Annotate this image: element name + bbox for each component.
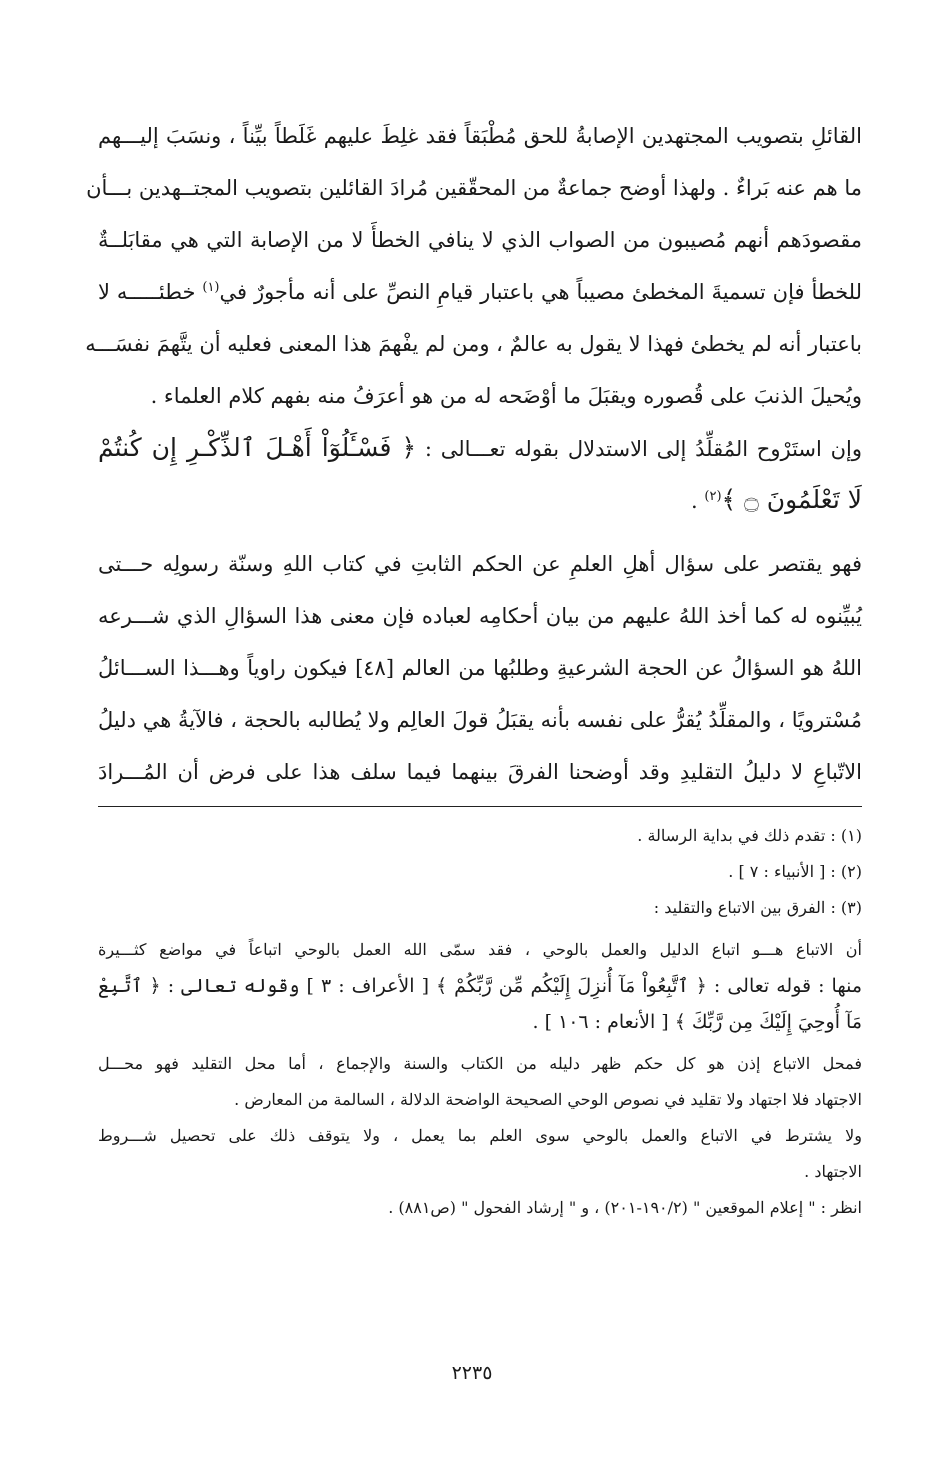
footnote-1: (١) : تقدم ذلك في بداية الرسالة . <box>637 826 862 845</box>
text-line: باعتبار أنه لم يخطئ فهذا لا يقول به عالمٌ ، ومن لم يفْهمَ هذا المعنى فعليه أن يتَّهمَ نفسَـــه <box>85 332 862 356</box>
quran-verse: ﴿ فَسْـَٔلُوٓاْ أَهْـلَ ٱلذِّكْـرِ إِن كُنتُمْ <box>98 433 417 462</box>
text-line: يُبيِّنوه له كما أخذ اللهُ عليهم من بيان أحكامِه لعباده فإن معنى هذا السؤالِ الذي شـــرعه <box>98 604 862 628</box>
text-segment: للخطأ فإن تسميةَ المخطئ مصيباً هي باعتبار قيامِ النصِّ على أنه مأجورٌ في <box>219 280 862 304</box>
text-line: الاتّباعِ لا دليلُ التقليدِ وقد أوضحنا الفرقَ بينهما فيما سلف هذا على فرض أن المُـــرادَ <box>98 760 862 784</box>
text-segment: وإن استَرْوح المُقلِّدُ إلى الاستدلال بقوله تعـــالى : <box>424 437 862 461</box>
text-line: فهو يقتصر على سؤال أهلِ العلمِ عن الحكم الثابتِ في كتاب اللهِ وسنّة رسولِه حـــتى <box>98 552 862 576</box>
text-line: مقصودَهم أنهم مُصيبون من الصواب الذي لا ينافي الخطأَ لا من الإصابة التي هي مقابَلــةٌ <box>98 228 862 252</box>
footnote-text-line: فمحل الاتباع إذن هو كل حكم ظهر دليله من الكتاب والسنة والإجماع ، أما محل التقليد فهو محـــل <box>98 1054 862 1073</box>
footnote-3-title: (٣) : الفرق بين الاتباع والتقليد : <box>653 898 862 917</box>
main-text <box>85 110 862 798</box>
text-line: ويُحيلَ الذنبَ على قُصوره ويقبَلَ ما أوْضَحه له من هو أعرَفُ منه بفهم كلام العلماء . <box>150 384 862 408</box>
text-line: مُسْترويًا ، والمقلِّدُ يُقرُّ على نفسه بأنه يقبَلُ قولَ العالِم ولا يُطالبه بالحجة ، فالآيةُ هي دليلُ <box>98 708 862 732</box>
footnotes <box>98 818 862 1226</box>
footnote-2: (٢) : [ الأنبياء : ٧ ] . <box>728 862 862 881</box>
footnote-text-line: أن الاتباع هـــو اتباع الدليل والعمل بالوحي ، فقد سمّى الله العمل بالوحي اتباعاً في مواضع كثـــيرة <box>98 940 862 959</box>
footnote-text-line: الاجتهاد . <box>804 1162 862 1181</box>
page-number: ٢٢٣٥ <box>451 1362 493 1384</box>
footnote-text-line: ولا يشترط في الاتباع والعمل بالوحي سوى العلم بما يعمل ، ولا يتوقف ذلك على تحصيل شـــروط <box>98 1126 862 1145</box>
footnote-ref: (١) <box>202 280 220 295</box>
text-line <box>98 266 862 318</box>
text-line: اللهُ هو السؤالُ عن الحجة الشرعيةِ وطلبُها من العالم [٤٨] فيكون راوياً وهـــذا الســـائلُ <box>98 656 862 680</box>
footnote-reference: انظر : " إعلام الموقعين " (١٩٠/٢-٢٠١) ، و " إرشاد الفحول " (ص٨٨١) . <box>388 1198 862 1217</box>
text-line: لَا تَعْلَمُونَ ۝ ﴾$^{(٢)}$ . <box>691 485 862 514</box>
text-line: القائلِ بتصويب المجتهدين الإصابةُ للحق مُطْبَقاً فقد غلِطَ عليهم غَلَطاً بيِّناً ، ونسَبَ إليـــهم <box>98 124 862 148</box>
text-segment: خطئـــــه لا <box>98 280 196 304</box>
text-line: ما هم عنه بَراءٌ . ولهذا أوضح جماعةٌ من المحقّقين مُرادَ القائلين بتصويب المجتــهدين بـــأن <box>86 176 862 200</box>
footnote-ref: (٢) <box>704 489 722 504</box>
footnote-divider <box>98 806 862 807</box>
text-line <box>98 422 862 474</box>
footnote-text-line: مَآ أُوحِيَ إِلَيْكَ مِن رَّبِّكَ ﴾ [ الأنعام : ١٠٦ ] . <box>532 1011 862 1033</box>
footnote-text-line: الاجتهاد فلا اجتهاد ولا تقليد في نصوص الوحي الصحيحة الواضحة الدلالة ، السالمة من المعارض . <box>234 1090 862 1109</box>
quran-verse: لَا تَعْلَمُونَ ۝ ﴾ <box>721 485 862 514</box>
footnote-text-line: منها : قوله تعالى : ﴿ ٱتَّبِعُواْ مَآ أُنزِلَ إِلَيْكُم مِّن رَّبِّكُمْ ﴾ [ الأعراف : ٣ ] وقوله تعالى : ﴿ ٱتَّبِعْ <box>98 975 863 997</box>
